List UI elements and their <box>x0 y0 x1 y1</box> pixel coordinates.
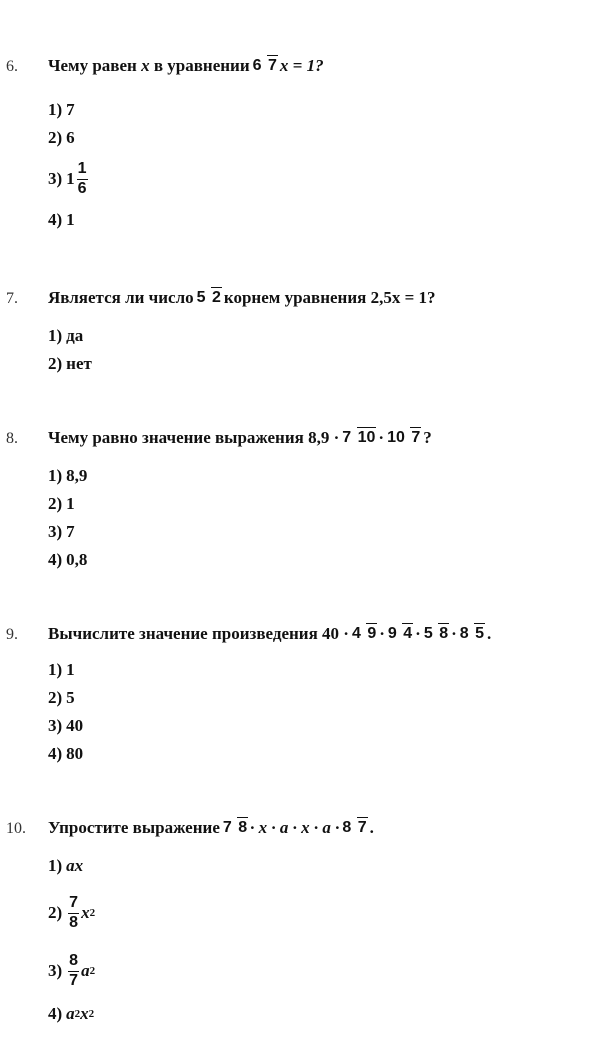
option-label: 2) <box>48 354 63 373</box>
fraction <box>423 626 449 643</box>
fraction-numerator: 10 <box>387 428 405 446</box>
option-value: 8,9 <box>66 466 88 485</box>
question-text: корнем уравнения 2,5x = 1? <box>223 288 436 307</box>
period: . <box>369 818 374 837</box>
option-label: 1) <box>48 660 63 679</box>
fraction <box>387 626 413 643</box>
fraction <box>351 626 377 643</box>
option-3: 3) $\frac{8}{7}$ a 2 <box>48 951 96 989</box>
option-label: 2) <box>48 688 63 707</box>
fraction-numerator: 7 <box>222 818 232 836</box>
fraction-numerator: 8 <box>69 951 79 969</box>
option-label: 4) <box>48 550 63 569</box>
option-1 <box>48 326 83 346</box>
question-text: Упростите выражение <box>48 818 220 837</box>
question-mark: ? <box>423 428 432 447</box>
question-number: 6. <box>6 58 18 75</box>
option-1 <box>48 466 87 486</box>
option-label: 1) <box>48 100 63 119</box>
fraction-denominator: 8 <box>439 624 449 642</box>
question-number: 10. <box>6 820 26 837</box>
option-3 <box>48 522 75 542</box>
fraction-numerator: 4 <box>351 624 361 642</box>
question-text: в уравнении <box>153 56 250 75</box>
option-value: 1 <box>66 210 75 229</box>
fraction <box>459 626 485 643</box>
option-value: 1 <box>66 494 75 513</box>
variable: a <box>66 1004 75 1023</box>
option-value: 6 <box>66 128 75 147</box>
question-number: 8. <box>6 430 18 447</box>
option-1 <box>48 660 75 680</box>
fraction-denominator: 4 <box>403 624 413 642</box>
option-label: 3) <box>48 961 63 980</box>
fraction <box>341 430 376 447</box>
question-text: Чему равен <box>48 56 137 75</box>
fraction-numerator: 7 <box>342 428 352 446</box>
variable: a <box>81 961 90 980</box>
fraction-numerator: 7 <box>69 893 79 911</box>
fraction-numerator: 8 <box>342 818 352 836</box>
option-2 <box>48 354 92 374</box>
fraction-denominator: 6 <box>77 179 87 197</box>
option-value: да <box>66 326 84 345</box>
option-1 <box>48 856 83 876</box>
variable-x: x <box>141 56 150 75</box>
option-value: 5 <box>66 688 75 707</box>
option-4 <box>48 210 75 230</box>
fraction-denominator: 7 <box>411 428 421 446</box>
option-4: 4) a 2 x 2 <box>48 1004 95 1023</box>
option-value: нет <box>66 354 92 373</box>
option-label: 2) <box>48 903 63 922</box>
question-text: Чему равно значение выражения 8,9 · <box>48 428 340 447</box>
fraction-denominator: 9 <box>367 624 377 642</box>
option-1 <box>48 100 75 120</box>
fraction-denominator: 7 <box>267 56 277 74</box>
multiplication-dot: · <box>415 624 421 643</box>
expression-middle: · x · a · x · a · <box>250 818 340 837</box>
variable: x <box>81 903 90 922</box>
option-value: 1 <box>66 660 75 679</box>
option-label: 1) <box>48 326 63 345</box>
option-label: 2) <box>48 128 63 147</box>
question-number: 7. <box>6 290 18 307</box>
option-label: 1) <box>48 466 63 485</box>
question-text: Вычислите значение произведения 40 · <box>48 624 349 643</box>
option-label: 4) <box>48 1004 63 1023</box>
option-value: 7 <box>66 522 75 541</box>
fraction <box>77 161 88 198</box>
option-value: 80 <box>66 744 84 763</box>
fraction-denominator: 7 <box>357 818 367 836</box>
fraction-numerator: 8 <box>459 624 469 642</box>
option-label: 3) <box>48 169 63 188</box>
fraction-numerator: 9 <box>387 624 397 642</box>
multiplication-dot: · <box>451 624 457 643</box>
fraction-numerator: 5 <box>423 624 433 642</box>
fraction <box>196 290 222 307</box>
option-value: ax <box>66 856 84 875</box>
option-value: 0,8 <box>66 550 88 569</box>
fraction-numerator: 5 <box>196 288 206 306</box>
fraction-denominator: 5 <box>475 624 485 642</box>
option-label: 2) <box>48 494 63 513</box>
fraction <box>68 953 79 990</box>
option-2 <box>48 688 75 708</box>
fraction <box>386 430 421 447</box>
option-label: 4) <box>48 744 63 763</box>
fraction <box>252 58 278 75</box>
option-value: 7 <box>66 100 75 119</box>
fraction <box>341 820 367 837</box>
multiplication-dot: · <box>378 428 385 447</box>
option-2 <box>48 494 75 514</box>
option-4 <box>48 744 83 764</box>
equation-tail: x = 1? <box>279 56 324 75</box>
fraction-numerator: 1 <box>77 159 87 177</box>
fraction-numerator: 6 <box>252 56 262 74</box>
option-3 <box>48 156 90 202</box>
option-value: 40 <box>66 716 84 735</box>
fraction <box>222 820 248 837</box>
mixed-number-whole: 1 <box>66 169 75 188</box>
question-text: Является ли число <box>48 288 194 307</box>
question-number: 9. <box>6 626 18 643</box>
fraction-denominator: 8 <box>69 913 79 931</box>
option-label: 3) <box>48 716 63 735</box>
option-label: 4) <box>48 210 63 229</box>
option-2: 2) $\frac{7}{8}$ x 2 <box>48 893 96 931</box>
option-2 <box>48 128 75 148</box>
option-label: 3) <box>48 522 63 541</box>
fraction <box>68 895 79 932</box>
multiplication-dot: · <box>379 624 385 643</box>
fraction-denominator: 10 <box>357 428 376 446</box>
option-3 <box>48 716 83 736</box>
variable: x <box>80 1004 89 1023</box>
fraction-denominator: 7 <box>69 971 79 989</box>
option-label: 1) <box>48 856 63 875</box>
period: . <box>487 624 492 643</box>
option-4 <box>48 550 87 570</box>
fraction-denominator: 8 <box>238 818 248 836</box>
fraction-denominator: 2 <box>211 288 221 306</box>
